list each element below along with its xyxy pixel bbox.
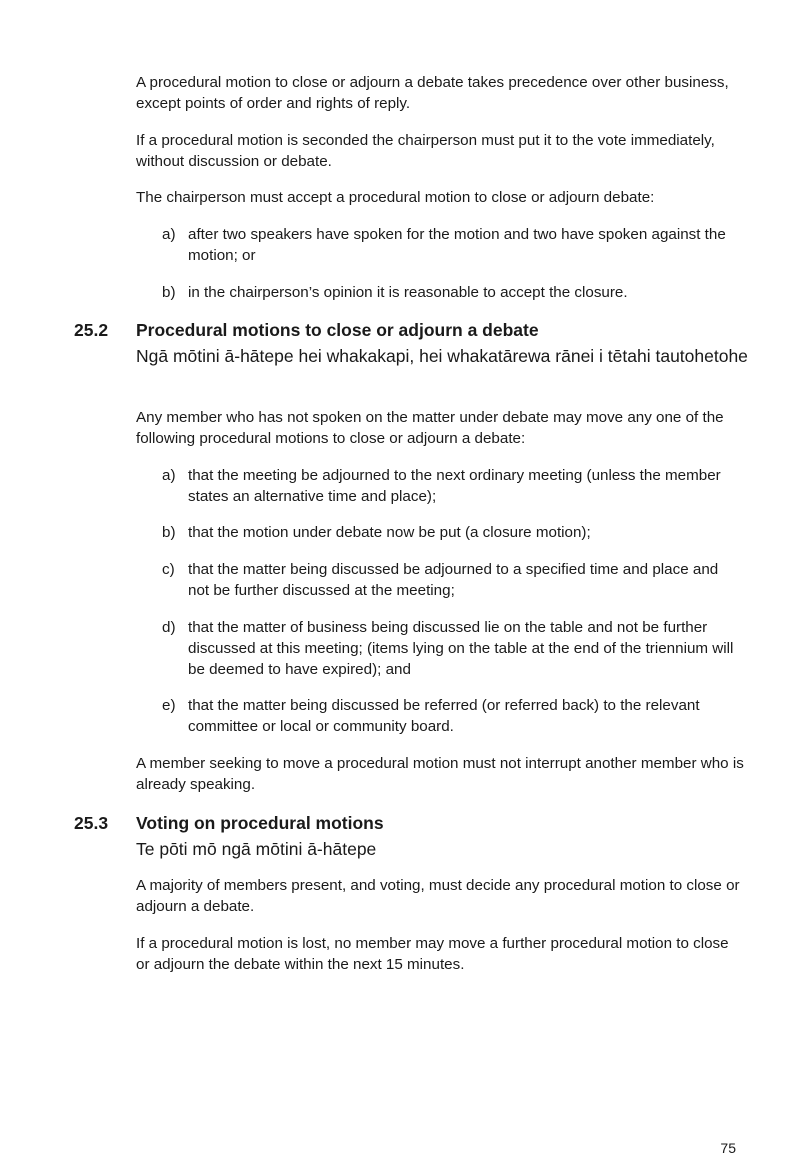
- section-title: Procedural motions to close or adjourn a debate: [136, 320, 539, 340]
- section-paragraph-intro: Any member who has not spoken on the matter under debate may move any one of the following procedural motions to close or adjourn a debate:: [136, 409, 724, 447]
- list-item: [162, 617, 742, 680]
- list-marker: b): [162, 284, 176, 301]
- intro-paragraph-accept: The chairperson must accept a procedural motion to close or adjourn debate:: [136, 189, 655, 206]
- list-marker: d): [162, 619, 176, 636]
- section-number: 25.2: [74, 320, 109, 340]
- list-item-text: in the chairperson’s opinion it is reasonable to accept the closure.: [188, 284, 628, 301]
- list-item-text: that the meeting be adjourned to the next ordinary meeting (unless the member states an alternative time and place);: [188, 467, 721, 505]
- list-item: [162, 522, 742, 543]
- list-item-text: that the matter of business being discussed lie on the table and not be further discussed at this meeting; (items lying on the table at the end of the triennium will be deemed to have expired); and: [188, 619, 734, 678]
- list-marker: e): [162, 697, 176, 714]
- intro-paragraph-precedence: A procedural motion to close or adjourn a debate takes precedence over other business, except points of order and rights of reply.: [136, 74, 729, 112]
- list-item: [162, 224, 742, 266]
- list-item-text: that the matter being discussed be adjourned to a specified time and place and not be further discussed at the meeting;: [188, 561, 719, 599]
- section-paragraph-majority: A majority of members present, and voting, must decide any procedural motion to close or adjourn a debate.: [136, 877, 740, 915]
- list-marker: a): [162, 226, 176, 243]
- section-subtitle-maori: Ngā mōtini ā-hātepe hei whakakapi, hei whakatārewa rānei i tētahi tautohetohe: [136, 346, 748, 366]
- list-item-text: that the motion under debate now be put (a closure motion);: [188, 524, 591, 541]
- list-item: [162, 695, 742, 737]
- list-item: [162, 465, 742, 507]
- list-item-text: after two speakers have spoken for the motion and two have spoken against the motion; or: [188, 226, 726, 264]
- section-paragraph-interrupt: A member seeking to move a procedural motion must not interrupt another member who is already speaking.: [136, 755, 744, 793]
- section-title: Voting on procedural motions: [136, 813, 384, 833]
- list-item: [162, 559, 742, 601]
- section-subtitle-maori: Te pōti mō ngā mōtini ā-hātepe: [136, 839, 377, 859]
- list-marker: c): [162, 561, 175, 578]
- list-marker: a): [162, 467, 176, 484]
- intro-paragraph-seconded: If a procedural motion is seconded the chairperson must put it to the vote immediately, without discussion or debate.: [136, 132, 715, 170]
- list-item: [162, 282, 742, 303]
- list-marker: b): [162, 524, 176, 541]
- list-item-text: that the matter being discussed be referred (or referred back) to the relevant committee or local or community board.: [188, 697, 700, 735]
- page-number: 75: [720, 1140, 736, 1156]
- section-number: 25.3: [74, 813, 109, 833]
- section-paragraph-lost: If a procedural motion is lost, no member may move a further procedural motion to close or adjourn the debate within the next 15 minutes.: [136, 935, 729, 973]
